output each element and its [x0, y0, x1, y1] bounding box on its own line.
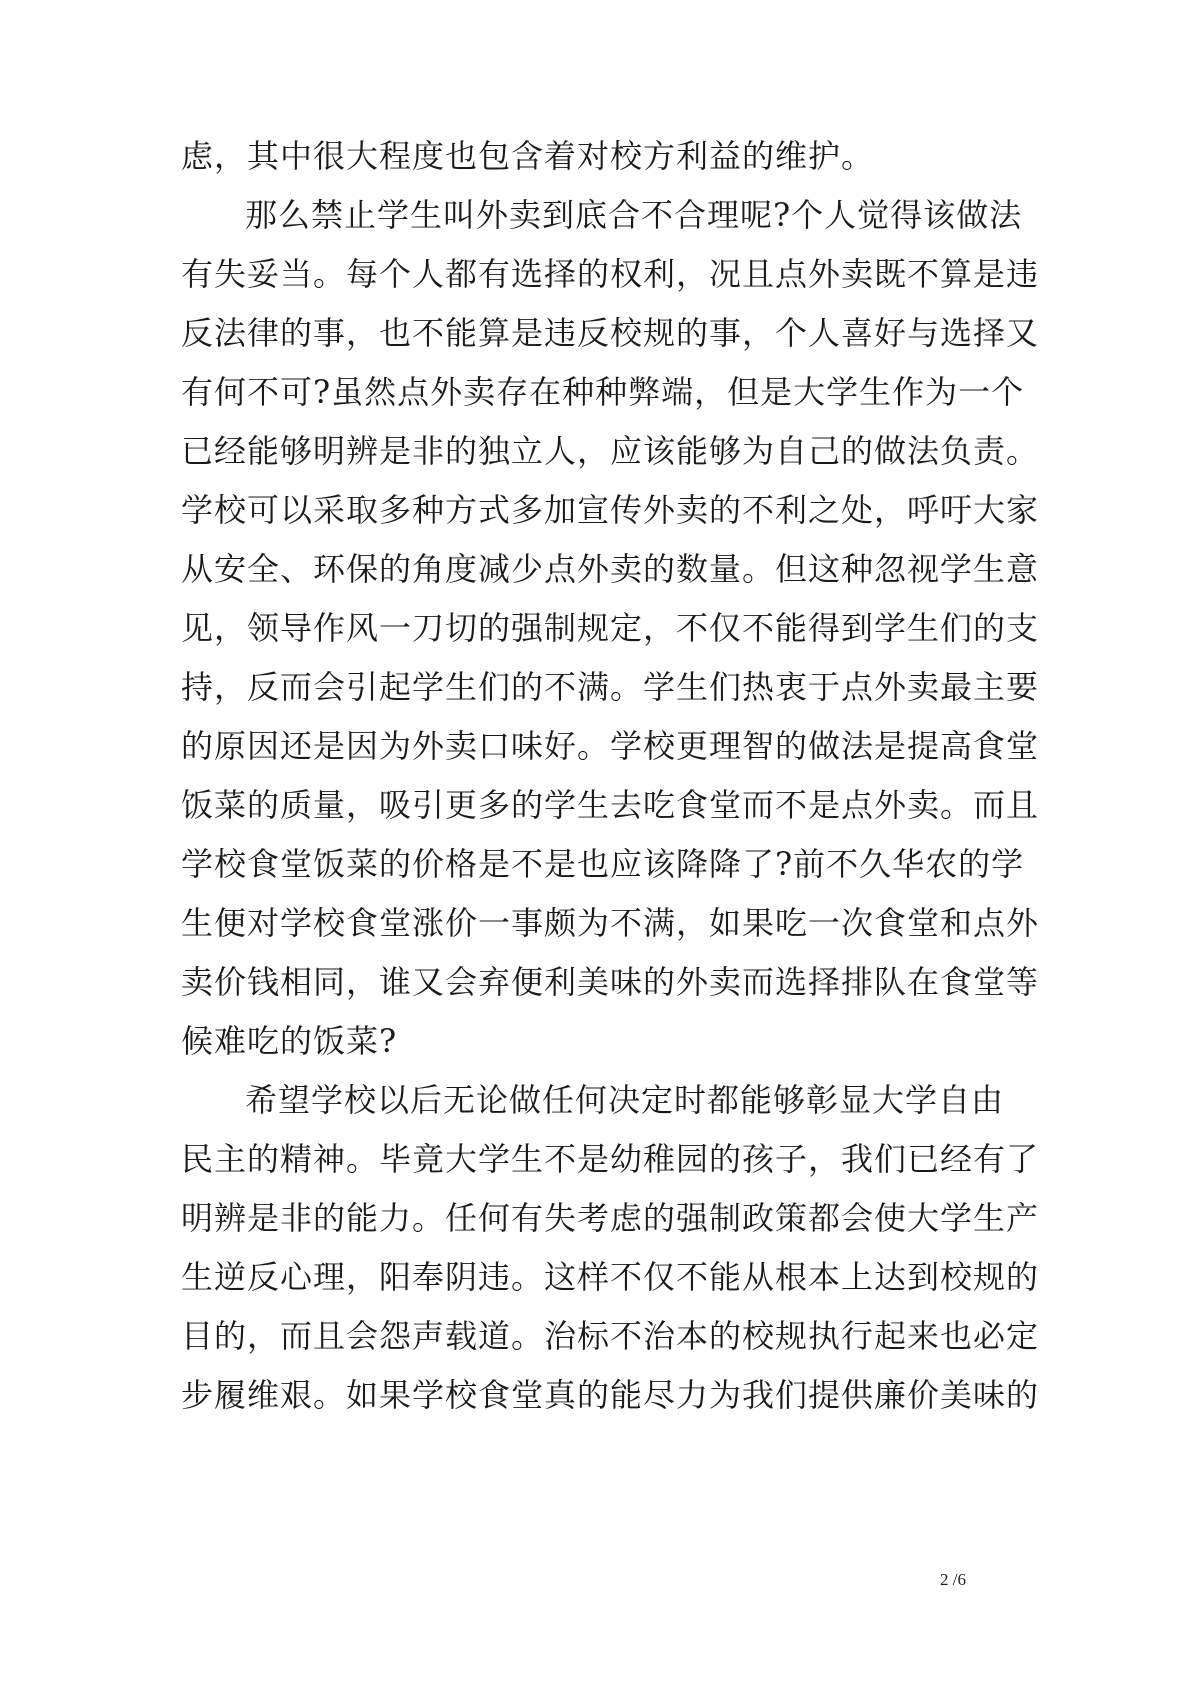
text-line: 明辨是非的能力。任何有失考虑的强制政策都会使大学生产: [181, 1199, 1040, 1237]
text-line: 候难吃的饭菜?: [181, 1022, 398, 1060]
text-line: 学校可以采取多种方式多加宣传外卖的不利之处，呼吁大家: [181, 491, 1040, 529]
text-line: 已经能够明辨是非的独立人，应该能够为自己的做法负责。: [181, 432, 1040, 470]
text-line: 生便对学校食堂涨价一事颇为不满，如果吃一次食堂和点外: [181, 904, 1040, 942]
paragraph-first-line: 那么禁止学生叫外卖到底合不合理呢?个人觉得该做法: [245, 196, 1023, 234]
text-line: 学校食堂饭菜的价格是不是也应该降降了?前不久华农的学: [181, 845, 1025, 883]
text-line: 虑，其中很大程度也包含着对校方利益的维护。: [181, 137, 875, 175]
paragraph-first-line: 希望学校以后无论做任何决定时都能够彰显大学自由: [245, 1081, 1005, 1119]
text-line: 步履维艰。如果学校食堂真的能尽力为我们提供廉价美味的: [181, 1376, 1040, 1414]
text-line: 有失妥当。每个人都有选择的权利，况且点外卖既不算是违: [181, 255, 1040, 293]
text-line: 有何不可?虽然点外卖存在种种弊端，但是大学生作为一个: [181, 373, 1025, 411]
text-line: 生逆反心理，阳奉阴违。这样不仅不能从根本上达到校规的: [181, 1258, 1040, 1296]
page-number: 2 /6: [940, 1570, 966, 1589]
text-line: 的原因还是因为外卖口味好。学校更理智的做法是提高食堂: [181, 727, 1040, 765]
text-line: 民主的精神。毕竟大学生不是幼稚园的孩子，我们已经有了: [181, 1140, 1040, 1178]
text-line: 卖价钱相同，谁又会弃便利美味的外卖而选择排队在食堂等: [181, 963, 1040, 1001]
body-text: [181, 127, 1040, 1425]
text-line: 反法律的事，也不能算是违反校规的事，个人喜好与选择又: [181, 314, 1040, 352]
text-line: 目的，而且会怨声载道。治标不治本的校规执行起来也必定: [181, 1317, 1040, 1355]
text-line: 从安全、环保的角度减少点外卖的数量。但这种忽视学生意: [181, 550, 1040, 588]
text-line: 见，领导作风一刀切的强制规定，不仅不能得到学生们的支: [181, 609, 1040, 647]
text-line: 持，反而会引起学生们的不满。学生们热衷于点外卖最主要: [181, 668, 1040, 706]
text-line: 饭菜的质量，吸引更多的学生去吃食堂而不是点外卖。而且: [181, 786, 1040, 824]
